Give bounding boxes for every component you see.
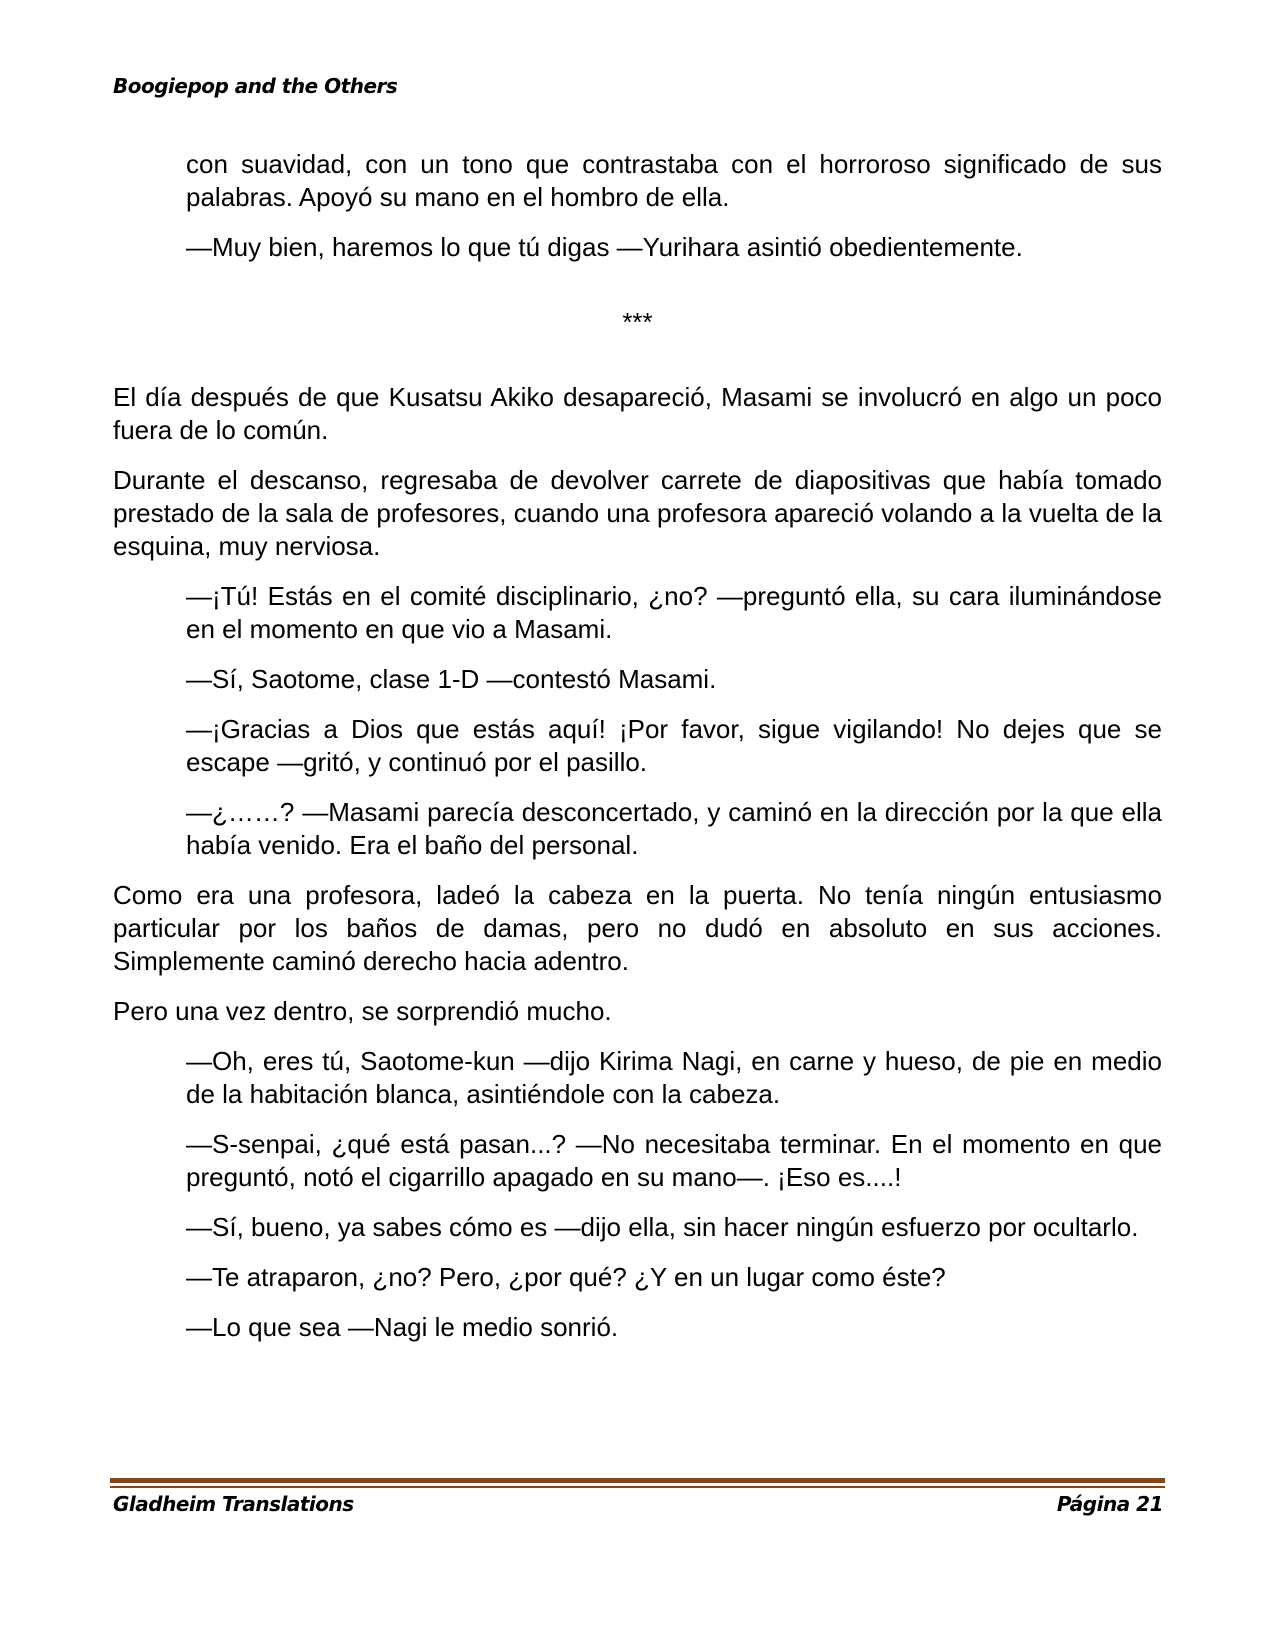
paragraph: Como era una profesora, ladeó la cabeza en la puerta. No tenía ningún entusiasmo particular por los baños de damas, pero no dudó en absoluto en sus acciones. Simplemente caminó derecho hacia adentro. [113,880,1162,976]
paragraph: —Muy bien, haremos lo que tú digas —Yurihara asintió obedientemente. [186,232,1023,262]
paragraph: —Sí, bueno, ya sabes cómo es —dijo ella, sin hacer ningún esfuerzo por ocultarlo. [186,1212,1139,1242]
paragraph: Durante el descanso, regresaba de devolver carrete de diapositivas que había tomado prestado de la sala de profesores, cuando una profesora apareció volando a la vuelta de la esquina, muy nerviosa. [113,465,1162,561]
footer-rule-thick [110,1478,1165,1483]
page-header-title: Boogiepop and the Others [113,74,398,98]
scene-separator: *** [622,307,653,337]
page-body [113,148,1162,1361]
paragraph: —Lo que sea —Nagi le medio sonrió. [186,1312,619,1342]
paragraph: —Te atraparon, ¿no? Pero, ¿por qué? ¿Y en un lugar como éste? [186,1262,946,1292]
footer-publisher: Gladheim Translations [113,1492,354,1516]
paragraph: —Sí, Saotome, clase 1-D —contestó Masami. [186,664,717,694]
paragraph: El día después de que Kusatsu Akiko desapareció, Masami se involucró en algo un poco fuera de lo común. [113,382,1162,445]
paragraph: con suavidad, con un tono que contrastaba con el horroroso significado de sus palabras. Apoyó su mano en el hombro de ella. [186,149,1162,212]
paragraph: —¡Gracias a Dios que estás aquí! ¡Por favor, sigue vigilando! No dejes que se escape —gritó, y continuó por el pasillo. [186,714,1162,777]
paragraph: —S-senpai, ¿qué está pasan...? —No necesitaba terminar. En el momento en que preguntó, notó el cigarrillo apagado en su mano—. ¡Eso es....! [186,1129,1162,1192]
footer-page-number: Página 21 [1056,1492,1163,1516]
paragraph: —Oh, eres tú, Saotome-kun —dijo Kirima Nagi, en carne y hueso, de pie en medio de la habitación blanca, asintiéndole con la cabeza. [186,1046,1162,1109]
paragraph: —¿……? —Masami parecía desconcertado, y caminó en la dirección por la que ella había venido. Era el baño del personal. [186,797,1162,860]
paragraph: —¡Tú! Estás en el comité disciplinario, ¿no? —preguntó ella, su cara iluminándose en el momento en que vio a Masami. [186,581,1162,644]
paragraph: Pero una vez dentro, se sorprendió mucho. [113,996,612,1026]
footer-rule-thin [110,1486,1165,1488]
